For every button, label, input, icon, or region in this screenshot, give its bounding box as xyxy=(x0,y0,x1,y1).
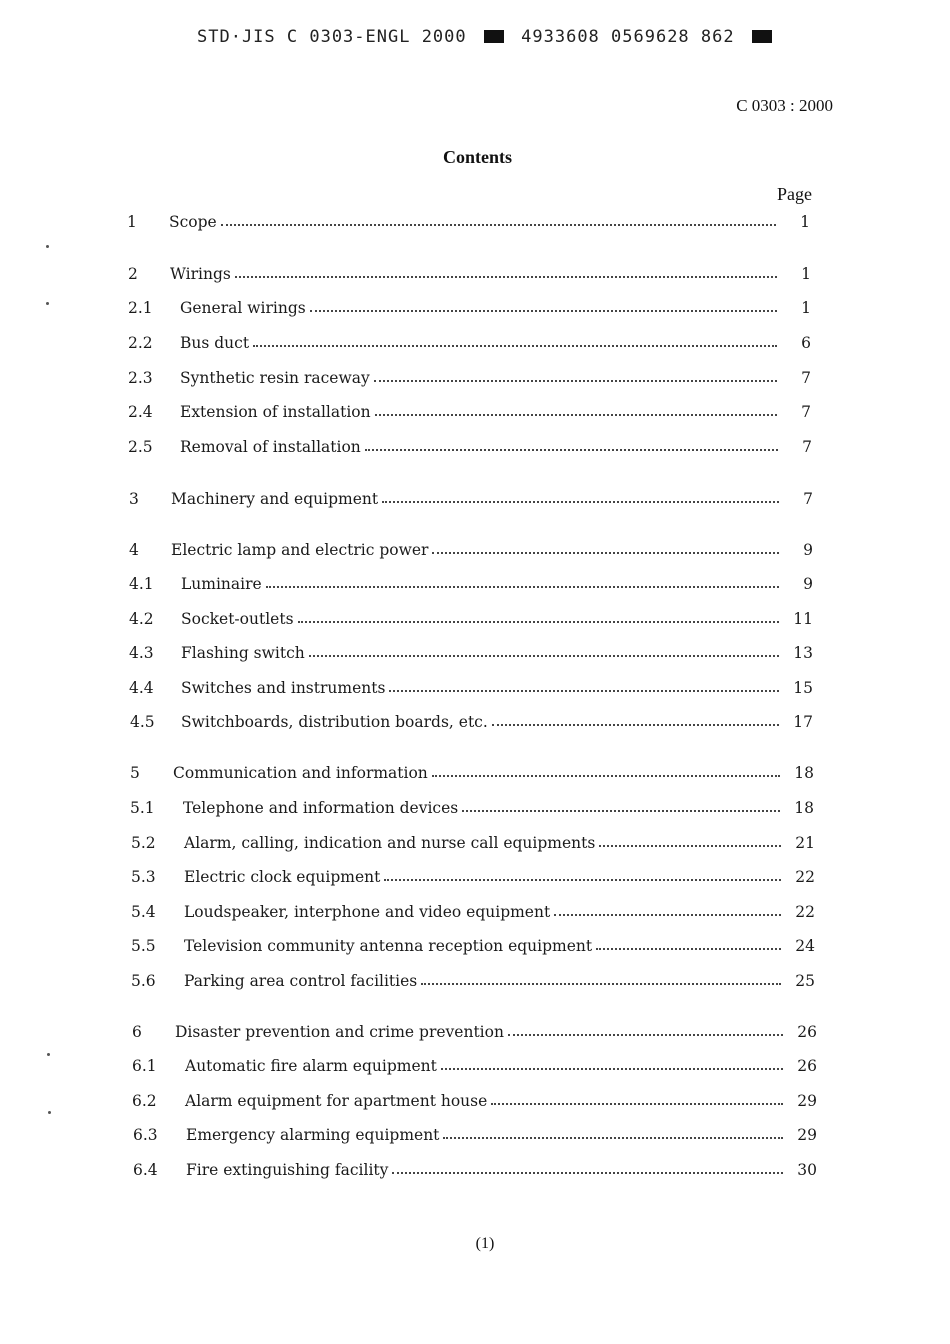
toc-entry-title: Disaster prevention and crime prevention xyxy=(175,1023,504,1041)
toc-entry-number: 5.4 xyxy=(131,903,156,921)
toc-entry xyxy=(130,713,813,731)
toc-leader-dots xyxy=(309,654,779,657)
toc-entry-page: 13 xyxy=(793,644,813,662)
toc-entry-number: 4.1 xyxy=(129,575,154,593)
toc-entry-title: Luminaire xyxy=(181,575,262,593)
toc-entry-title: Switchboards, distribution boards, etc. xyxy=(181,713,488,731)
document-number: C 0303 : 2000 xyxy=(736,96,833,115)
toc-entry-page: 1 xyxy=(801,299,811,317)
toc-entry-page: 29 xyxy=(797,1092,817,1110)
toc-entry-number: 2.1 xyxy=(128,299,153,317)
toc-entry-page: 7 xyxy=(803,490,813,508)
toc-entry-page: 1 xyxy=(800,213,810,231)
header-code-left: STD·JIS C 0303-ENGL 2000 xyxy=(197,27,467,47)
toc-entry xyxy=(130,764,814,782)
toc-entry-title: Fire extinguishing facility xyxy=(186,1161,389,1179)
toc-entry-title: Synthetic resin raceway xyxy=(180,369,370,387)
toc-entry-number: 6.1 xyxy=(132,1057,157,1075)
toc-entry-page: 22 xyxy=(795,903,815,921)
toc-entry xyxy=(131,834,815,852)
toc-entry-title: Electric clock equipment xyxy=(184,868,381,886)
page-column-label: Page xyxy=(777,184,812,204)
toc-entry xyxy=(132,1092,817,1110)
toc-entry-title: General wirings xyxy=(180,299,306,317)
toc-entry-title: Parking area control facilities xyxy=(184,972,418,990)
toc-entry xyxy=(132,1023,817,1041)
toc-entry-page: 18 xyxy=(794,799,814,817)
toc-entry xyxy=(130,799,814,817)
toc-entry xyxy=(132,1057,817,1075)
toc-leader-dots xyxy=(441,1067,783,1070)
toc-leader-dots xyxy=(374,379,777,382)
toc-entry-number: 4.2 xyxy=(129,610,154,628)
toc-entry-number: 2.3 xyxy=(128,369,153,387)
toc-entry xyxy=(133,1126,817,1144)
toc-entry-page: 7 xyxy=(802,438,812,456)
toc-leader-dots xyxy=(462,809,780,812)
toc-entry xyxy=(128,265,811,283)
toc-entry-number: 6.4 xyxy=(133,1161,158,1179)
toc-leader-dots xyxy=(221,223,776,226)
toc-entry xyxy=(131,937,815,955)
toc-entry-title: Alarm equipment for apartment house xyxy=(185,1092,488,1110)
scan-speck xyxy=(47,1053,50,1056)
toc-leader-dots xyxy=(392,1171,783,1174)
toc-leader-dots xyxy=(432,551,779,554)
header-code-right-a: 4933608 0569628 xyxy=(521,27,690,47)
toc-leader-dots xyxy=(235,275,777,278)
toc-entry-title: Switches and instruments xyxy=(181,679,386,697)
toc-leader-dots xyxy=(491,1102,783,1105)
toc-entry-number: 6.3 xyxy=(133,1126,158,1144)
toc-entry-number: 5.2 xyxy=(131,834,156,852)
toc-leader-dots xyxy=(382,500,779,503)
scan-speck xyxy=(48,1111,51,1114)
toc-entry xyxy=(129,541,813,559)
toc-leader-dots xyxy=(432,774,780,777)
toc-leader-dots xyxy=(310,309,777,312)
scan-speck xyxy=(46,245,49,248)
toc-leader-dots xyxy=(554,913,781,916)
toc-entry-number: 5.3 xyxy=(131,868,156,886)
toc-entry-page: 7 xyxy=(801,369,811,387)
toc-entry-title: Television community antenna reception equipment xyxy=(184,937,593,955)
toc-entry xyxy=(128,369,811,387)
toc-entry-number: 2.4 xyxy=(128,403,153,421)
toc-entry xyxy=(129,644,813,662)
toc-entry-title: Communication and information xyxy=(173,764,428,782)
toc-leader-dots xyxy=(298,620,779,623)
toc-entry-title: Emergency alarming equipment xyxy=(186,1126,440,1144)
toc-entry-number: 2.2 xyxy=(128,334,153,352)
toc-leader-dots xyxy=(365,448,778,451)
toc-entry xyxy=(129,575,813,593)
toc-entry-page: 1 xyxy=(801,265,811,283)
toc-entry-page: 6 xyxy=(801,334,811,352)
toc-entry-title: Electric lamp and electric power xyxy=(171,541,429,559)
toc-entry xyxy=(129,490,813,508)
toc-entry xyxy=(128,403,811,421)
toc-entry xyxy=(131,903,815,921)
toc-entry-page: 26 xyxy=(797,1057,817,1075)
toc-entry-page: 21 xyxy=(795,834,815,852)
toc-entry-page: 11 xyxy=(793,610,813,628)
toc-entry-title: Socket-outlets xyxy=(181,610,294,628)
toc-entry-number: 5.6 xyxy=(131,972,156,990)
toc-entry-page: 24 xyxy=(795,937,815,955)
toc-entry-number: 4 xyxy=(129,541,139,559)
footer-page-number: (1) xyxy=(475,1235,495,1252)
toc-entry xyxy=(129,610,813,628)
toc-entry-title: Loudspeaker, interphone and video equipment xyxy=(184,903,551,921)
toc-entry-page: 18 xyxy=(794,764,814,782)
toc-entry-title: Telephone and information devices xyxy=(183,799,459,817)
toc-entry-number: 4.4 xyxy=(129,679,154,697)
toc-entry-number: 1 xyxy=(127,213,137,231)
black-block-mark xyxy=(484,30,504,43)
toc-entry-title: Automatic fire alarm equipment xyxy=(185,1057,437,1075)
toc-leader-dots xyxy=(492,723,779,726)
header-code-line xyxy=(197,27,778,47)
toc-entry-title: Wirings xyxy=(170,265,231,283)
toc-leader-dots xyxy=(421,982,781,985)
toc-entry-number: 2.5 xyxy=(128,438,153,456)
toc-leader-dots xyxy=(375,413,777,416)
toc-entry-page: 22 xyxy=(795,868,815,886)
toc-entry-number: 4.5 xyxy=(130,713,155,731)
toc-entry-page: 25 xyxy=(795,972,815,990)
toc-entry-number: 4.3 xyxy=(129,644,154,662)
toc-entry xyxy=(127,213,810,231)
toc-entry xyxy=(129,679,813,697)
toc-entry-page: 29 xyxy=(797,1126,817,1144)
toc-entry xyxy=(131,868,815,886)
toc-entry-number: 5.5 xyxy=(131,937,156,955)
toc-entry-number: 5.1 xyxy=(130,799,155,817)
toc-leader-dots xyxy=(599,844,781,847)
toc-entry xyxy=(128,438,812,456)
toc-leader-dots xyxy=(508,1033,783,1036)
contents-title: Contents xyxy=(442,147,512,167)
toc-leader-dots xyxy=(253,344,777,347)
toc-entry-title: Removal of installation xyxy=(180,438,361,456)
toc-entry-page: 15 xyxy=(793,679,813,697)
header-code-right-b: 862 xyxy=(700,27,735,47)
toc-entry xyxy=(131,972,815,990)
toc-entry-number: 6 xyxy=(132,1023,142,1041)
toc-leader-dots xyxy=(389,689,779,692)
toc-entry-title: Bus duct xyxy=(180,334,250,352)
toc-entry-title: Flashing switch xyxy=(181,644,305,662)
toc-entry-page: 9 xyxy=(803,575,813,593)
toc-entry-title: Machinery and equipment xyxy=(171,490,379,508)
toc-entry-number: 5 xyxy=(130,764,140,782)
toc-leader-dots xyxy=(266,585,779,588)
toc-entry-page: 30 xyxy=(797,1161,817,1179)
toc-entry-page: 7 xyxy=(801,403,811,421)
toc-entry-number: 3 xyxy=(129,490,139,508)
scan-speck xyxy=(46,302,49,305)
toc-entry-title: Scope xyxy=(169,213,217,231)
toc-entry xyxy=(128,299,811,317)
toc-entry-title: Extension of installation xyxy=(180,403,371,421)
toc-leader-dots xyxy=(384,878,781,881)
toc-leader-dots xyxy=(443,1136,783,1139)
toc-entry xyxy=(128,334,811,352)
toc-entry-number: 6.2 xyxy=(132,1092,157,1110)
toc-entry xyxy=(133,1161,817,1179)
toc-entry-page: 26 xyxy=(797,1023,817,1041)
toc-entry-page: 9 xyxy=(803,541,813,559)
toc-leader-dots xyxy=(596,947,781,950)
toc-entry-number: 2 xyxy=(128,265,138,283)
toc-entry-title: Alarm, calling, indication and nurse call equipments xyxy=(184,834,596,852)
black-block-mark xyxy=(752,30,772,43)
toc-entry-page: 17 xyxy=(793,713,813,731)
